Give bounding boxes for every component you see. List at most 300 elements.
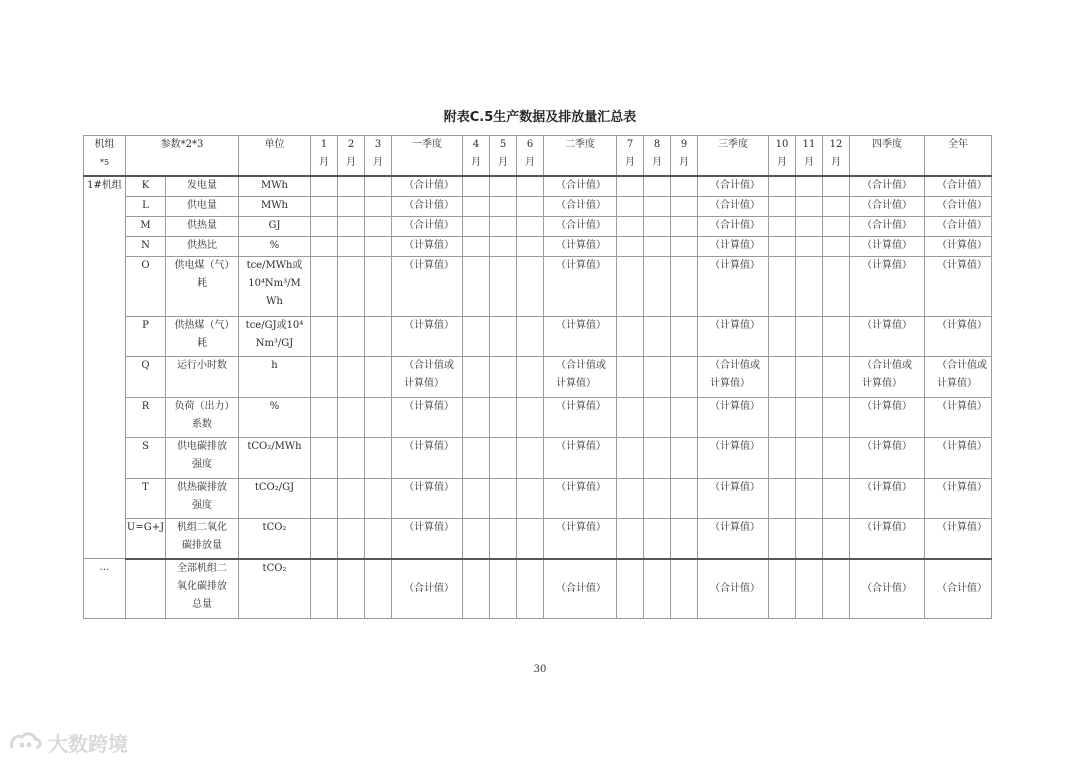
month-cell xyxy=(617,479,644,519)
cell-text: tCO₂ xyxy=(262,522,287,533)
param-code xyxy=(126,317,166,357)
quarter-cell xyxy=(698,317,769,357)
cell-text: （合计值） xyxy=(862,582,912,594)
cell-text: （计算值） xyxy=(710,522,760,533)
quarter-cell xyxy=(392,479,463,519)
month-cell xyxy=(644,559,671,619)
month-cell xyxy=(617,559,644,619)
cell-text: （合计值） xyxy=(937,582,987,594)
cell-text: 供热煤（气）耗 xyxy=(174,320,230,349)
month-cell xyxy=(671,559,698,619)
cell-text: 供电量 xyxy=(187,200,217,211)
table-row xyxy=(84,357,992,398)
month-cell xyxy=(365,479,392,519)
month-cell xyxy=(517,317,544,357)
cell-text: L xyxy=(142,200,149,211)
cell-text: （合计值） xyxy=(862,220,912,231)
cell-text: （计算值） xyxy=(556,482,606,493)
param-code xyxy=(126,519,166,559)
cell-text: （计算值） xyxy=(556,441,606,452)
cell-text: （合计值） xyxy=(404,220,454,231)
cell-text: （计算值） xyxy=(404,522,454,533)
cell-text: （合计值） xyxy=(710,200,760,211)
month-cell xyxy=(517,257,544,317)
header-m10: 10 月 xyxy=(769,136,796,176)
month-cell xyxy=(823,438,850,479)
param-name xyxy=(166,197,239,217)
year-cell xyxy=(925,257,992,317)
cell-text: （计算值） xyxy=(937,522,987,533)
param-code xyxy=(126,438,166,479)
cell-text: GJ xyxy=(268,220,281,231)
param-name xyxy=(166,398,239,438)
header-q2: 二季度 xyxy=(544,136,617,176)
quarter-cell xyxy=(698,176,769,197)
cell-text: （合计值） xyxy=(862,179,912,191)
month-cell xyxy=(490,519,517,559)
param-code xyxy=(126,237,166,257)
cell-text: （计算值） xyxy=(556,401,606,412)
quarter-cell xyxy=(392,257,463,317)
header-m5: 5 月 xyxy=(490,136,517,176)
month-cell xyxy=(617,217,644,237)
cell-text: tCO₂/GJ xyxy=(254,482,295,493)
month-cell xyxy=(769,398,796,438)
table-row xyxy=(84,438,992,479)
table-title: 附表C.5生产数据及排放量汇总表 xyxy=(443,110,637,125)
month-cell xyxy=(490,257,517,317)
param-name xyxy=(166,519,239,559)
quarter-cell xyxy=(850,357,925,398)
year-cell xyxy=(925,559,992,619)
month-cell xyxy=(823,217,850,237)
month-cell xyxy=(311,257,338,317)
param-code xyxy=(126,357,166,398)
month-cell xyxy=(823,519,850,559)
header-q4: 四季度 xyxy=(850,136,925,176)
cell-text: （合计值） xyxy=(937,179,987,191)
cell-text: T xyxy=(142,482,149,493)
month-cell xyxy=(823,357,850,398)
month-cell xyxy=(338,398,365,438)
cell-text: 发电量 xyxy=(187,179,217,191)
cell-text: （计算值） xyxy=(862,482,912,493)
cell-text: （合计值或计算值） xyxy=(937,360,987,389)
param-name xyxy=(166,237,239,257)
month-cell xyxy=(338,197,365,217)
cell-text: （计算值） xyxy=(404,401,454,412)
quarter-cell xyxy=(544,317,617,357)
month-cell xyxy=(517,197,544,217)
quarter-cell xyxy=(698,438,769,479)
cell-text: MWh xyxy=(261,179,288,191)
cell-text: N xyxy=(141,240,150,251)
cell-text: （合计值） xyxy=(710,582,760,594)
month-cell xyxy=(311,237,338,257)
param-unit xyxy=(239,519,311,559)
month-cell xyxy=(365,197,392,217)
cell-text: 运行小时数 xyxy=(177,360,227,371)
month-cell xyxy=(796,257,823,317)
cell-text: % xyxy=(269,240,280,251)
cell-text: （合计值或计算值） xyxy=(862,360,912,389)
month-cell xyxy=(463,438,490,479)
cell-text: Q xyxy=(141,360,150,371)
quarter-cell xyxy=(544,257,617,317)
watermark: 大数跨境 xyxy=(8,727,128,757)
month-cell xyxy=(490,398,517,438)
quarter-cell xyxy=(698,217,769,237)
month-cell xyxy=(463,398,490,438)
cell-text: （计算值） xyxy=(862,260,912,271)
quarter-cell xyxy=(850,237,925,257)
header-m6: 6 月 xyxy=(517,136,544,176)
table-row xyxy=(84,519,992,559)
month-cell xyxy=(311,357,338,398)
month-cell xyxy=(338,176,365,197)
cell-text: tce/MWh或10⁴Nm³/MWh xyxy=(246,260,303,307)
cell-text: （合计值或计算值） xyxy=(710,360,760,389)
param-code xyxy=(126,257,166,317)
month-cell xyxy=(769,197,796,217)
year-cell xyxy=(925,519,992,559)
param-code xyxy=(126,479,166,519)
month-cell xyxy=(311,197,338,217)
cell-text: （计算值） xyxy=(862,401,912,412)
month-cell xyxy=(617,357,644,398)
month-cell xyxy=(671,237,698,257)
quarter-cell xyxy=(850,217,925,237)
total-group-label xyxy=(84,559,126,619)
param-code xyxy=(126,398,166,438)
month-cell xyxy=(671,398,698,438)
month-cell xyxy=(796,317,823,357)
param-name xyxy=(166,357,239,398)
param-unit xyxy=(239,438,311,479)
month-cell xyxy=(644,237,671,257)
month-cell xyxy=(338,559,365,619)
month-cell xyxy=(517,398,544,438)
month-cell xyxy=(365,357,392,398)
quarter-cell xyxy=(392,438,463,479)
quarter-cell xyxy=(544,197,617,217)
month-cell xyxy=(490,438,517,479)
month-cell xyxy=(365,398,392,438)
month-cell xyxy=(644,197,671,217)
cell-text: O xyxy=(141,260,150,271)
month-cell xyxy=(311,317,338,357)
month-cell xyxy=(490,217,517,237)
cell-text: （计算值） xyxy=(710,482,760,493)
month-cell xyxy=(338,257,365,317)
cell-text: （计算值） xyxy=(937,401,987,412)
table-row xyxy=(84,217,992,237)
quarter-cell xyxy=(850,479,925,519)
quarter-cell xyxy=(850,317,925,357)
cell-text: 供电碳排放强度 xyxy=(177,441,227,470)
month-cell xyxy=(365,257,392,317)
cell-text: 供电煤（气）耗 xyxy=(174,260,230,289)
quarter-cell xyxy=(392,398,463,438)
month-cell xyxy=(769,438,796,479)
year-cell xyxy=(925,438,992,479)
month-cell xyxy=(617,197,644,217)
month-cell xyxy=(644,479,671,519)
month-cell xyxy=(617,237,644,257)
unit-group-label xyxy=(84,176,126,559)
param-name xyxy=(166,438,239,479)
month-cell xyxy=(769,217,796,237)
param-name xyxy=(166,317,239,357)
month-cell xyxy=(823,317,850,357)
cell-text: （合计值） xyxy=(404,179,454,191)
month-cell xyxy=(823,559,850,619)
quarter-cell xyxy=(544,357,617,398)
cell-text: （计算值） xyxy=(556,260,606,271)
month-cell xyxy=(311,176,338,197)
cell-text: 供热比 xyxy=(187,240,217,251)
quarter-cell xyxy=(850,257,925,317)
header-m8: 8 月 xyxy=(644,136,671,176)
quarter-cell xyxy=(544,237,617,257)
month-cell xyxy=(490,237,517,257)
cell-text: （计算值） xyxy=(937,320,987,331)
cell-text: （计算值） xyxy=(862,240,912,251)
page-number: 30 xyxy=(533,664,547,675)
cell-text: 供热碳排放强度 xyxy=(177,482,227,511)
quarter-cell xyxy=(850,197,925,217)
quarter-cell xyxy=(698,559,769,619)
param-unit xyxy=(239,398,311,438)
quarter-cell xyxy=(698,237,769,257)
month-cell xyxy=(338,317,365,357)
table-row xyxy=(84,317,992,357)
cell-text: R xyxy=(141,401,150,412)
param-name xyxy=(166,479,239,519)
month-cell xyxy=(617,317,644,357)
cell-text: （计算值） xyxy=(710,240,760,251)
month-cell xyxy=(769,317,796,357)
cell-text: （计算值） xyxy=(710,260,760,271)
quarter-cell xyxy=(392,559,463,619)
cell-text: （计算值） xyxy=(404,482,454,493)
month-cell xyxy=(671,317,698,357)
cell-text: （计算值） xyxy=(404,320,454,331)
watermark-logo-icon xyxy=(8,730,44,754)
month-cell xyxy=(517,438,544,479)
table-row xyxy=(84,176,992,197)
cell-text: （计算值） xyxy=(556,320,606,331)
quarter-cell xyxy=(392,176,463,197)
summary-table xyxy=(83,135,992,619)
month-cell xyxy=(463,357,490,398)
month-cell xyxy=(644,257,671,317)
quarter-cell xyxy=(698,519,769,559)
cell-text: tCO₂/MWh xyxy=(247,441,302,452)
month-cell xyxy=(463,479,490,519)
month-cell xyxy=(517,559,544,619)
param-name xyxy=(166,559,239,619)
param-name xyxy=(166,257,239,317)
month-cell xyxy=(463,237,490,257)
cell-text: （合计值） xyxy=(710,179,760,191)
month-cell xyxy=(311,479,338,519)
month-cell xyxy=(671,257,698,317)
quarter-cell xyxy=(544,176,617,197)
cell-text: （合计值） xyxy=(556,179,606,191)
month-cell xyxy=(617,176,644,197)
month-cell xyxy=(671,217,698,237)
month-cell xyxy=(644,176,671,197)
month-cell xyxy=(463,176,490,197)
month-cell xyxy=(517,519,544,559)
header-m3: 3 月 xyxy=(365,136,392,176)
month-cell xyxy=(644,317,671,357)
month-cell xyxy=(490,317,517,357)
cell-text: （计算值） xyxy=(404,441,454,452)
month-cell xyxy=(365,317,392,357)
cell-text: （计算值） xyxy=(710,320,760,331)
param-code xyxy=(126,217,166,237)
param-code xyxy=(126,176,166,197)
cell-text: … xyxy=(99,562,110,573)
param-unit xyxy=(239,197,311,217)
year-cell xyxy=(925,237,992,257)
month-cell xyxy=(644,357,671,398)
month-cell xyxy=(463,317,490,357)
month-cell xyxy=(463,559,490,619)
month-cell xyxy=(365,217,392,237)
header-unit-col: 机组 *5 xyxy=(84,136,126,176)
month-cell xyxy=(338,217,365,237)
month-cell xyxy=(644,217,671,237)
quarter-cell xyxy=(392,217,463,237)
header-m9: 9 月 xyxy=(671,136,698,176)
param-unit xyxy=(239,237,311,257)
month-cell xyxy=(490,479,517,519)
cell-text: （计算值） xyxy=(556,240,606,251)
month-cell xyxy=(823,176,850,197)
quarter-cell xyxy=(544,217,617,237)
header-m4: 4 月 xyxy=(463,136,490,176)
month-cell xyxy=(644,438,671,479)
param-unit xyxy=(239,357,311,398)
quarter-cell xyxy=(850,519,925,559)
quarter-cell xyxy=(544,559,617,619)
cell-text: 机组二氧化碳排放量 xyxy=(177,522,227,551)
cell-text: （合计值） xyxy=(710,220,760,231)
month-cell xyxy=(365,176,392,197)
quarter-cell xyxy=(544,479,617,519)
month-cell xyxy=(338,237,365,257)
year-cell xyxy=(925,176,992,197)
month-cell xyxy=(769,519,796,559)
quarter-cell xyxy=(392,237,463,257)
month-cell xyxy=(338,438,365,479)
cell-text: （计算值） xyxy=(710,401,760,412)
header-year: 全年 xyxy=(925,136,992,176)
quarter-cell xyxy=(850,176,925,197)
month-cell xyxy=(338,357,365,398)
header-param: 参数*2*3 xyxy=(126,136,239,176)
month-cell xyxy=(671,357,698,398)
cell-text: P xyxy=(142,320,149,331)
quarter-cell xyxy=(544,398,617,438)
month-cell xyxy=(823,257,850,317)
month-cell xyxy=(463,217,490,237)
month-cell xyxy=(517,217,544,237)
cell-text: 全部机组二氧化碳排放总量 xyxy=(177,562,227,610)
month-cell xyxy=(517,479,544,519)
month-cell xyxy=(490,197,517,217)
param-name xyxy=(166,176,239,197)
month-cell xyxy=(463,197,490,217)
month-cell xyxy=(463,519,490,559)
cell-text: （计算值） xyxy=(404,240,454,251)
cell-text: tCO₂ xyxy=(262,562,287,574)
month-cell xyxy=(490,357,517,398)
header-q1: 一季度 xyxy=(392,136,463,176)
quarter-cell xyxy=(850,559,925,619)
cell-text: （合计值或计算值） xyxy=(404,360,454,389)
cell-text: MWh xyxy=(261,200,288,211)
month-cell xyxy=(311,217,338,237)
cell-text: S xyxy=(142,441,149,452)
quarter-cell xyxy=(698,398,769,438)
quarter-cell xyxy=(698,479,769,519)
cell-text: % xyxy=(269,401,280,412)
month-cell xyxy=(311,438,338,479)
month-cell xyxy=(311,559,338,619)
month-cell xyxy=(365,438,392,479)
cell-text: （合计值） xyxy=(404,200,454,211)
month-cell xyxy=(365,519,392,559)
month-cell xyxy=(823,479,850,519)
month-cell xyxy=(365,237,392,257)
month-cell xyxy=(796,357,823,398)
month-cell xyxy=(796,217,823,237)
year-cell xyxy=(925,479,992,519)
cell-text: （计算值） xyxy=(862,522,912,533)
month-cell xyxy=(311,398,338,438)
header-m12: 12 月 xyxy=(823,136,850,176)
month-cell xyxy=(769,559,796,619)
month-cell xyxy=(769,257,796,317)
cell-text: （计算值） xyxy=(404,260,454,271)
cell-text: （计算值） xyxy=(710,441,760,452)
param-unit xyxy=(239,257,311,317)
cell-text: （计算值） xyxy=(937,240,987,251)
month-cell xyxy=(796,197,823,217)
month-cell xyxy=(338,519,365,559)
header-q3: 三季度 xyxy=(698,136,769,176)
param-name xyxy=(166,217,239,237)
header-row xyxy=(84,136,992,176)
cell-text: 1#机组 xyxy=(87,179,122,191)
table-row xyxy=(84,257,992,317)
month-cell xyxy=(644,519,671,559)
month-cell xyxy=(644,398,671,438)
table-row xyxy=(84,479,992,519)
quarter-cell xyxy=(850,438,925,479)
table-row xyxy=(84,237,992,257)
cell-text: （合计值或计算值） xyxy=(556,360,606,389)
param-unit xyxy=(239,317,311,357)
year-cell xyxy=(925,197,992,217)
cell-text: （合计值） xyxy=(556,582,606,594)
month-cell xyxy=(796,479,823,519)
table-row xyxy=(84,398,992,438)
